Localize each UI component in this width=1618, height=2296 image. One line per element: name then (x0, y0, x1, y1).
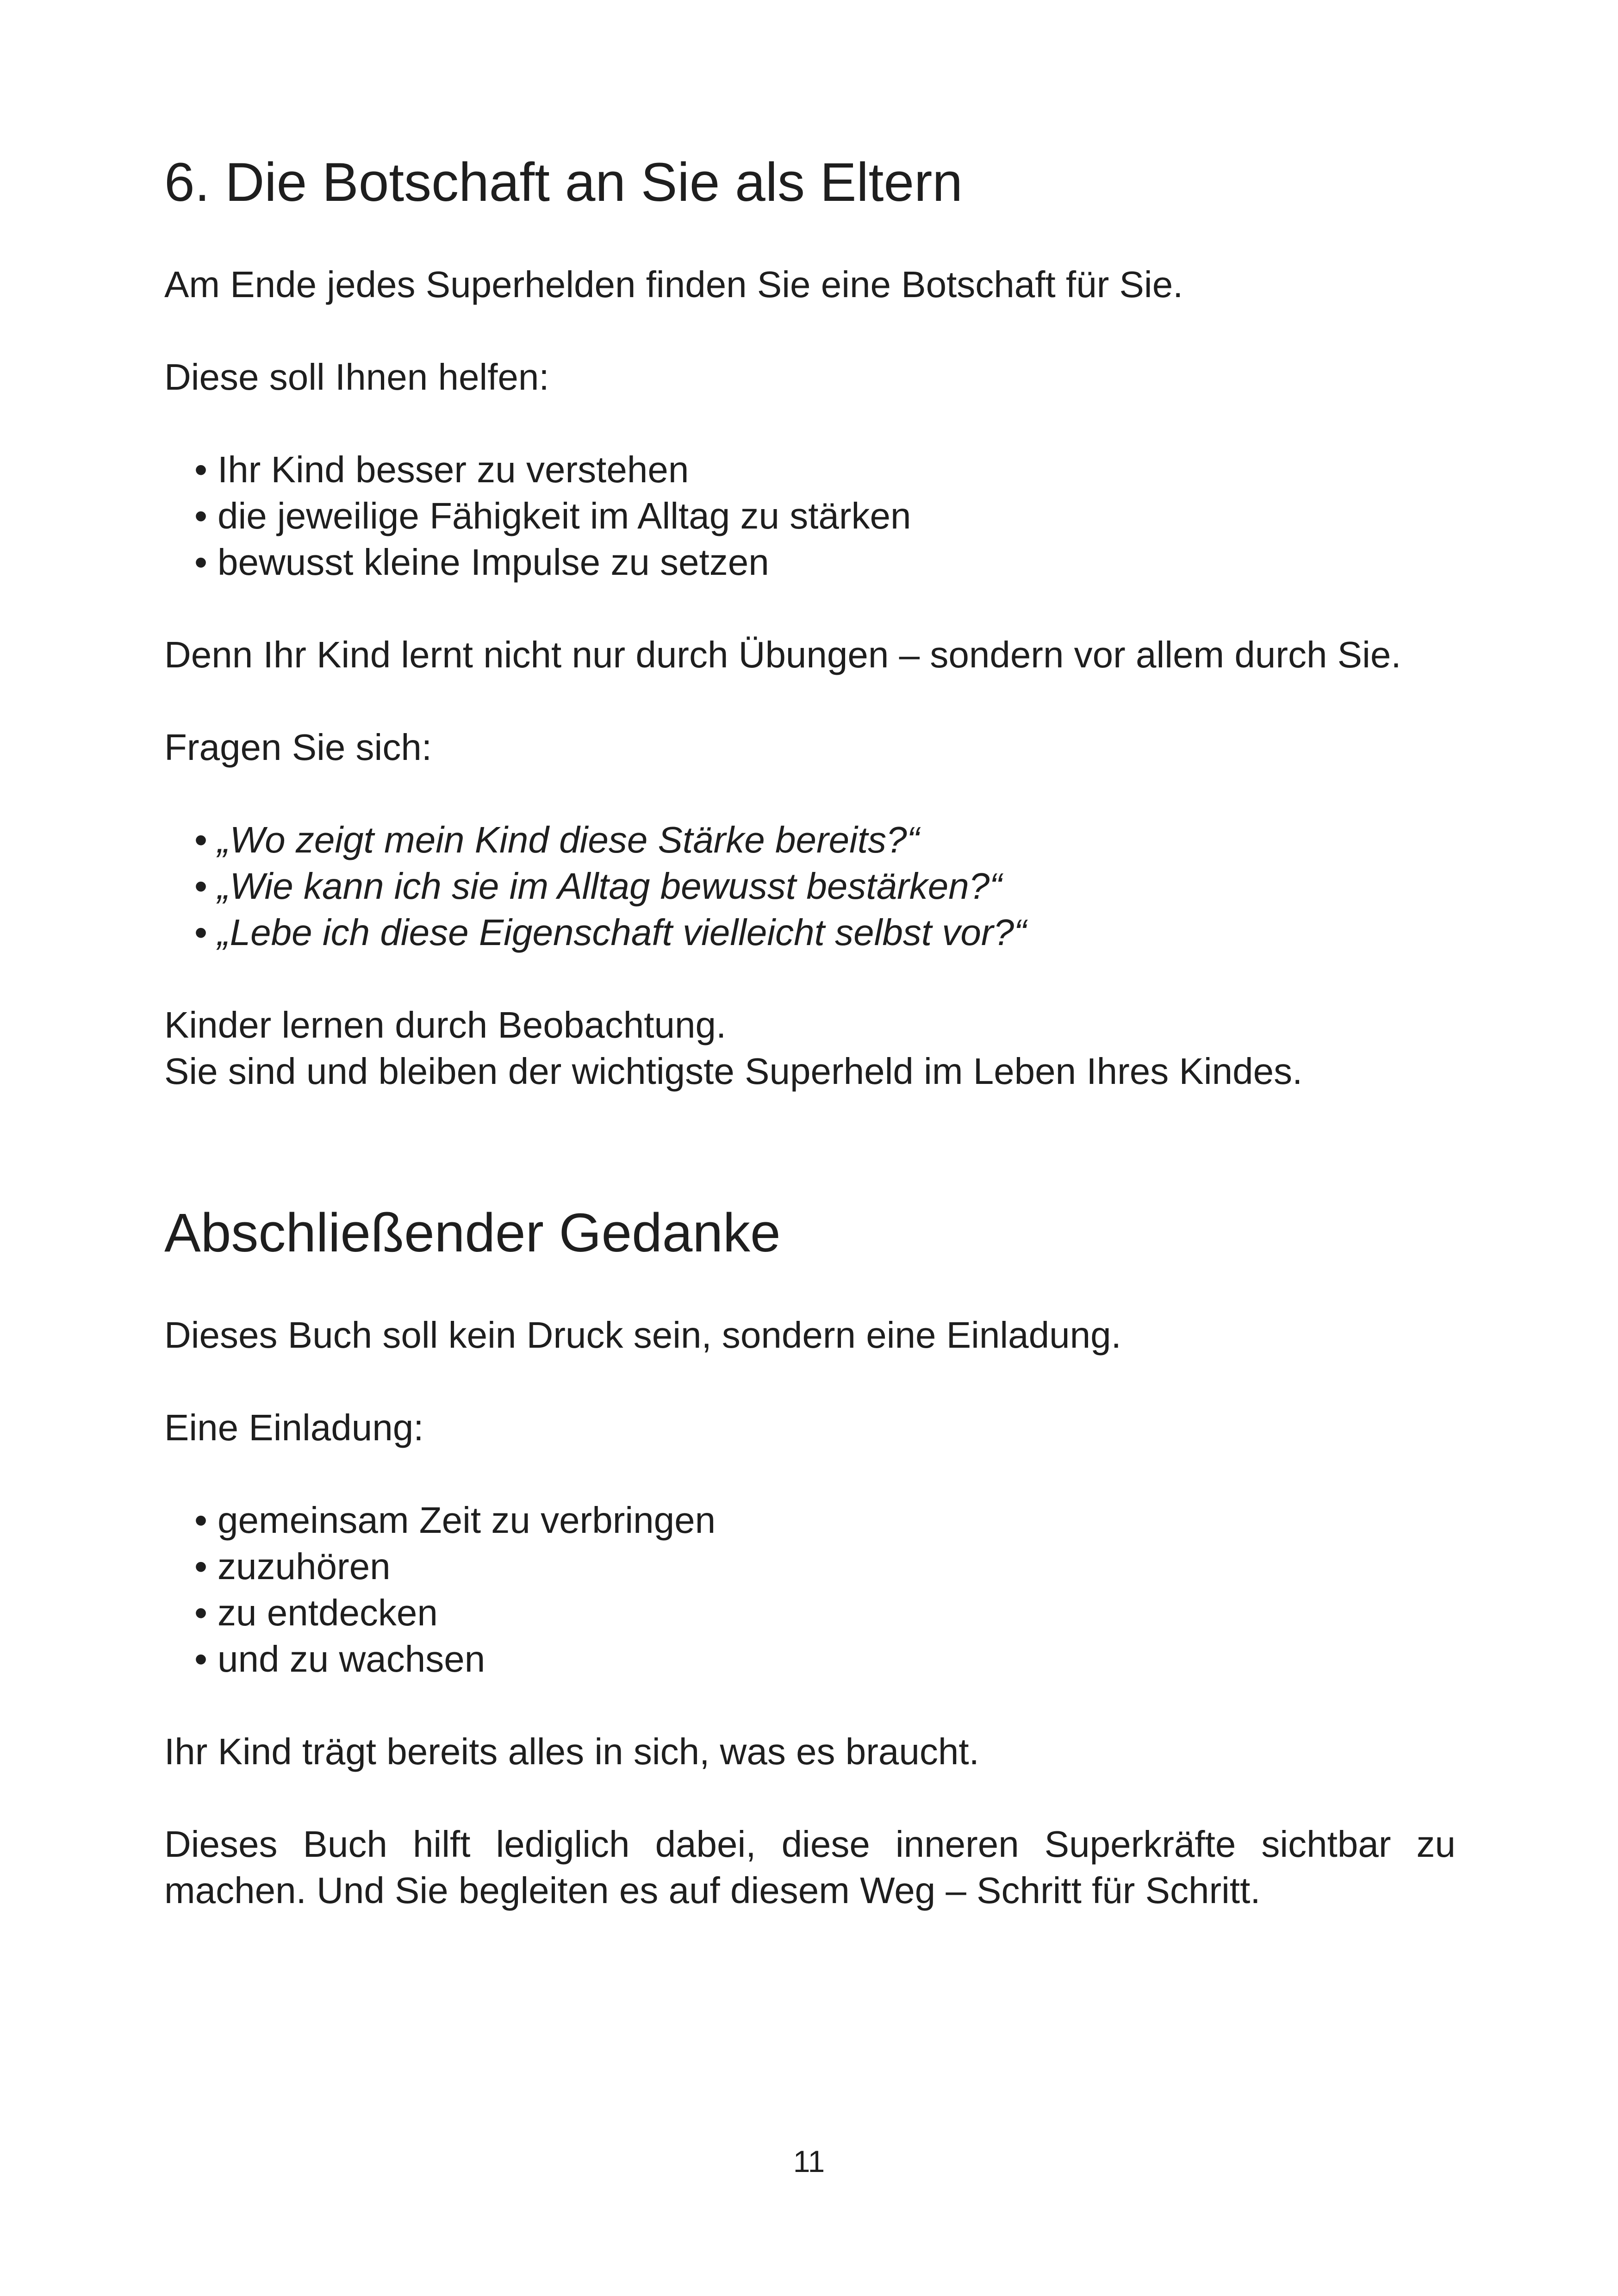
list-item: • „Lebe ich diese Eigenschaft vielleicht selbst vor?“ (194, 911, 1027, 953)
list-item: • Ihr Kind besser zu verstehen (194, 448, 689, 490)
list-item: • gemeinsam Zeit zu verbringen (194, 1499, 716, 1541)
learn-paragraph: Denn Ihr Kind lernt nicht nur durch Übungen – sondern vor allem durch Sie. (164, 634, 1401, 675)
final-paragraph: Dieses Buch hilft lediglich dabei, diese inneren Superkräfte sichtbar zu machen. Und Sie begleiten es auf diesem Weg – Schritt für Schritt. (164, 1823, 1456, 1911)
bullet-icon: • (194, 1638, 208, 1680)
list-item: • und zu wachsen (194, 1638, 485, 1680)
closing-line-2: Sie sind und bleiben der wichtigste Superheld im Leben Ihres Kindes. (164, 1050, 1303, 1092)
section-message-to-parents (164, 153, 1456, 1141)
list-item: • „Wo zeigt mein Kind diese Stärke bereits?“ (194, 819, 920, 860)
bullet-icon: • (194, 1592, 208, 1633)
bullet-icon: • (194, 495, 208, 536)
help-lead: Diese soll Ihnen helfen: (164, 356, 549, 398)
help-list (164, 447, 1456, 585)
section-heading: 6. Die Botschaft an Sie als Eltern (164, 152, 963, 213)
section-heading: Abschließender Gedanke (164, 1202, 781, 1263)
statement-paragraph: Ihr Kind trägt bereits alles in sich, was es braucht. (164, 1730, 979, 1772)
closing-line-1: Kinder lernen durch Beobachtung. (164, 1004, 727, 1045)
bullet-icon: • (194, 819, 208, 860)
bullet-icon: • (194, 1545, 208, 1587)
invite-lead: Eine Einladung: (164, 1406, 424, 1448)
invite-list (164, 1497, 1456, 1682)
list-item: • zuzuhören (194, 1545, 391, 1587)
intro-paragraph: Am Ende jedes Superhelden finden Sie eine Botschaft für Sie. (164, 263, 1183, 305)
section-final-thought (164, 1203, 1456, 1960)
list-item: • zu entdecken (194, 1592, 438, 1633)
bullet-icon: • (194, 865, 208, 907)
list-item: • die jeweilige Fähigkeit im Alltag zu stärken (194, 495, 911, 536)
bullet-icon: • (194, 911, 208, 953)
list-item: • „Wie kann ich sie im Alltag bewusst bestärken?“ (194, 865, 1002, 907)
bullet-icon: • (194, 1499, 208, 1541)
list-item: • bewusst kleine Impulse zu setzen (194, 541, 769, 583)
bullet-icon: • (194, 541, 208, 583)
page-number: 11 (793, 2144, 825, 2178)
bullet-icon: • (194, 448, 208, 490)
questions-list (164, 817, 1456, 956)
closing-paragraph (164, 1002, 1456, 1095)
questions-lead: Fragen Sie sich: (164, 726, 432, 768)
intro-paragraph: Dieses Buch soll kein Druck sein, sondern eine Einladung. (164, 1314, 1121, 1356)
